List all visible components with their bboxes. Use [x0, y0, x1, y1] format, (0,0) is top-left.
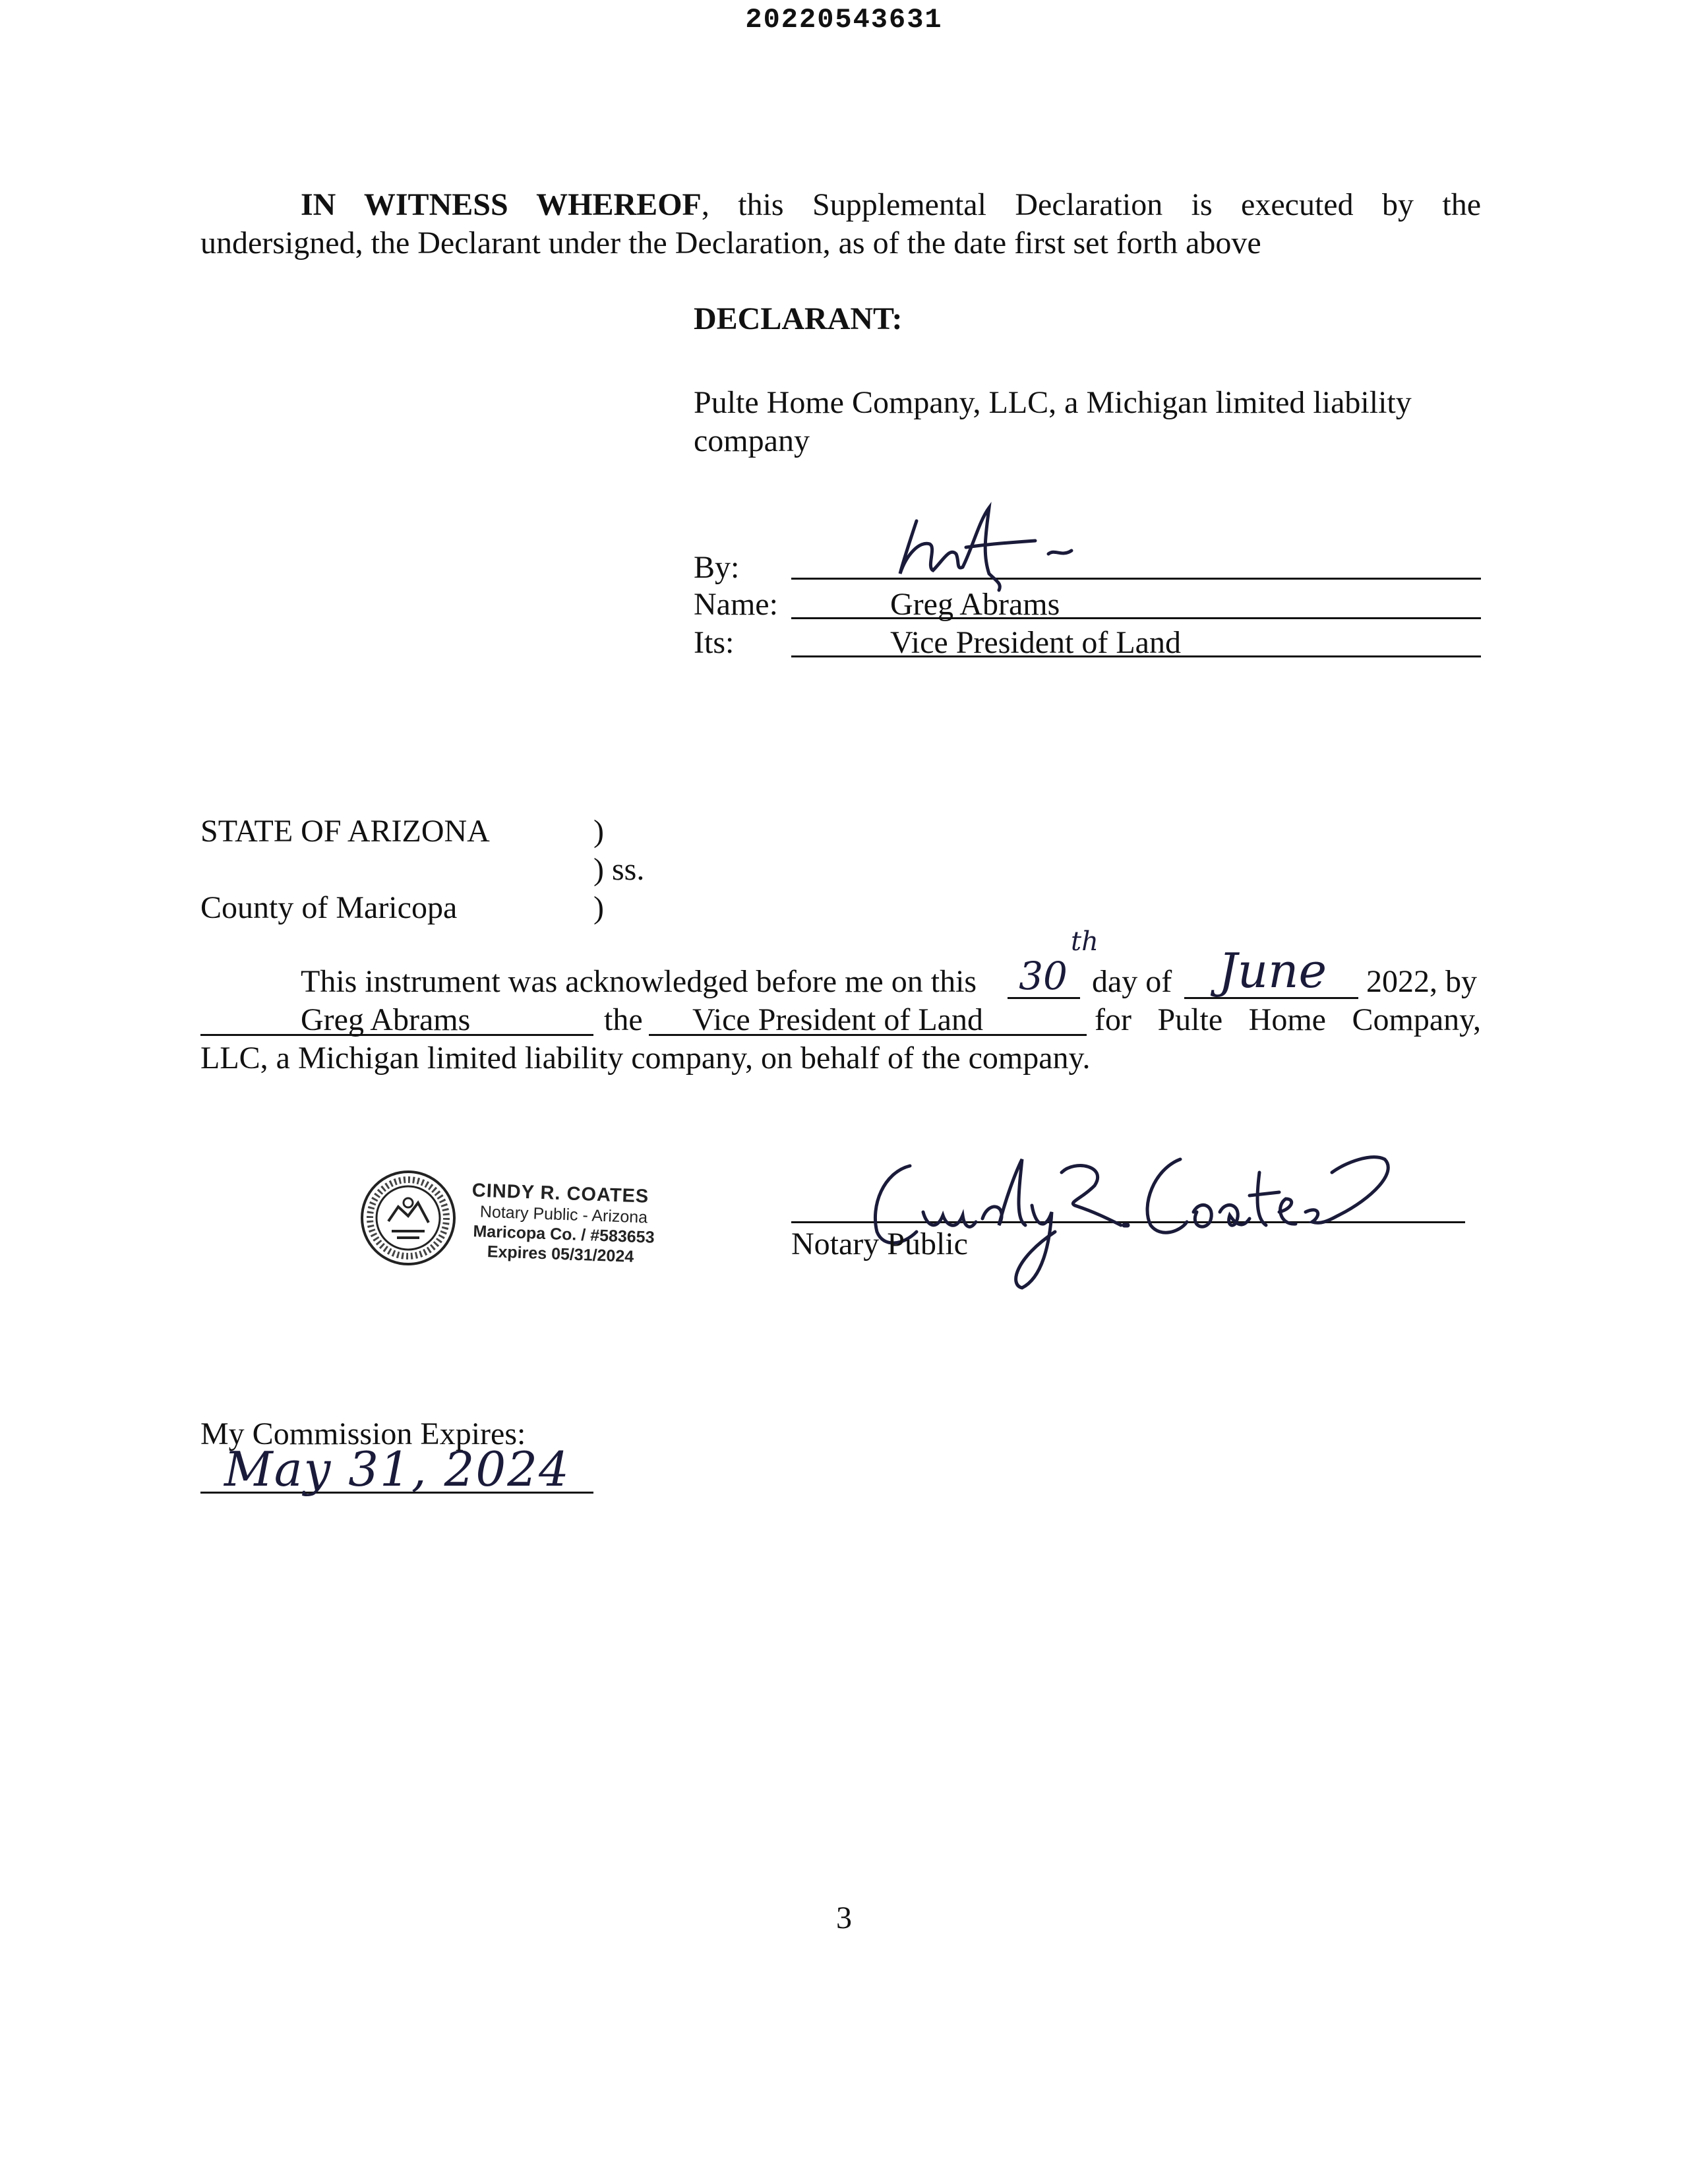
page-number: 3 — [836, 1900, 852, 1935]
venue-state: STATE OF ARIZONA — [200, 814, 490, 849]
declarant-entity-line-1: Pulte Home Company, LLC, a Michigan limited liability — [694, 385, 1412, 420]
declarant-entity-line-2: company — [694, 423, 810, 458]
notary-public-label: Notary Public — [791, 1227, 968, 1261]
venue-county: County of Maricopa — [200, 890, 458, 925]
venue-paren-1: ) — [593, 814, 604, 849]
witness-line-2: undersigned, the Declarant under the Declaration, as of the date first set forth above — [200, 226, 1261, 260]
name-label: Name: — [694, 587, 778, 622]
seal-county: Maricopa Co. / #583653 — [473, 1222, 655, 1247]
its-label: Its: — [694, 625, 735, 660]
notary-signature — [857, 1133, 1424, 1291]
recording-number: 20220543631 — [745, 4, 943, 36]
name-value: Greg Abrams — [890, 587, 1060, 622]
witness-line-1 — [301, 186, 1481, 224]
ack-for-text: for Pulte Home Company, — [1095, 1002, 1481, 1037]
witness-lead: IN WITNESS WHEREOF — [301, 187, 702, 222]
ack-text-c: 2022, by — [1366, 964, 1477, 999]
ack-text-b: day of — [1092, 964, 1172, 999]
ack-text-a: This instrument was acknowledged before me on this — [301, 964, 977, 999]
by-label: By: — [694, 550, 740, 585]
ack-line-3: LLC, a Michigan limited liability company, on behalf of the company. — [200, 1041, 1091, 1076]
declarant-heading: DECLARANT: — [694, 301, 903, 336]
state-seal-icon — [359, 1168, 458, 1267]
venue-ss: ) ss. — [593, 852, 645, 887]
witness-line-1-rest: , this Supplemental Declaration is executed by the — [701, 187, 1482, 222]
ack-the: the — [604, 1002, 643, 1037]
its-value: Vice President of Land — [890, 625, 1181, 660]
seal-expires: Expires 05/31/2024 — [487, 1242, 634, 1266]
day-value: 30 — [1019, 954, 1068, 998]
seal-title: Notary Public - Arizona — [479, 1202, 648, 1227]
day-suffix: th — [1071, 926, 1099, 957]
month-value: June — [1218, 943, 1327, 998]
venue-paren-3: ) — [593, 890, 604, 925]
commission-label: My Commission Expires: — [200, 1416, 526, 1451]
declarant-signature — [890, 481, 1114, 593]
signer-title: Vice President of Land — [692, 1002, 983, 1037]
commission-date: May 31, 2024 — [224, 1441, 570, 1497]
seal-name: CINDY R. COATES — [471, 1180, 649, 1207]
signer-name: Greg Abrams — [301, 1002, 471, 1037]
